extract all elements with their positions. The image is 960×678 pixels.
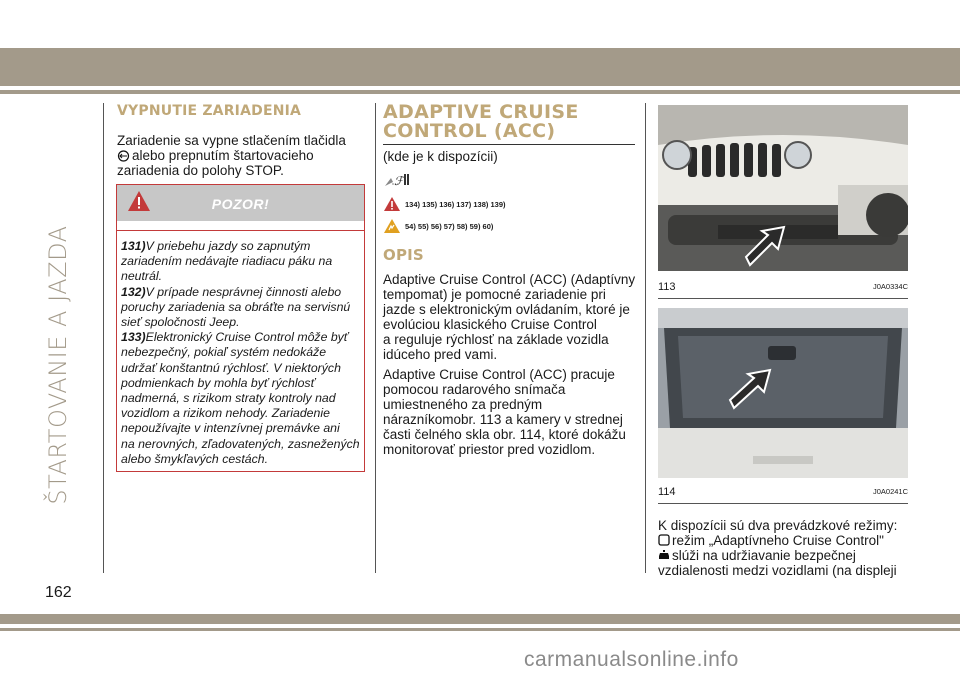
acc-heading-line1: ADAPTIVE CRUISE [383, 101, 579, 123]
warning-line-text: vozidlom a rizikom nehody. Zariadenie [121, 406, 330, 421]
para-line [658, 548, 918, 563]
warning-line [121, 452, 360, 467]
warning-line-text: nepoužívajte v intenzívnej premávke ani [121, 421, 340, 436]
option-icon [383, 170, 637, 190]
warning-triangle-icon [383, 196, 401, 212]
para-line-text: režim „Adaptívneho Cruise Control" [672, 533, 884, 548]
warning-note-number: 131) [121, 239, 146, 253]
figure-separator [658, 503, 908, 504]
warning-line-text: nadmerná, s rizikom straty kontroly nad [121, 391, 336, 406]
warning-line [121, 437, 360, 452]
figure-113-image [658, 105, 908, 271]
para-line: Adaptive Cruise Control (ACC) (Adaptívny [383, 272, 636, 287]
page-number: 162 [45, 584, 72, 601]
availability-note: (kde je k dispozícii) [383, 149, 498, 164]
para-line: vzdialenosti medzi vozidlami (na displeji [658, 563, 897, 578]
para-line: Adaptive Cruise Control (ACC) pracuje [383, 367, 615, 382]
para-line: umiestneného za predným [383, 397, 543, 412]
top-margin [0, 0, 960, 48]
figure-number: 114 [658, 486, 676, 498]
figure-number: 113 [658, 281, 676, 293]
warning-line [121, 285, 360, 300]
warning-separator [117, 221, 364, 231]
para-line: monitorovať priestor pred vozidlom. [383, 442, 596, 457]
warning-line-text: sieť spoločnosti Jeep. [121, 315, 240, 330]
warning-title: POZOR! [211, 196, 270, 212]
warning-note-number: 132) [121, 284, 146, 299]
warning-line [121, 330, 360, 345]
svg-text:ℱ: ℱ [394, 174, 404, 188]
column-divider-middle [375, 103, 376, 573]
para-line-text: alebo prepnutím štartovacieho [132, 148, 314, 163]
right-column-text [658, 518, 918, 578]
warning-line-text: neutrál. [121, 269, 163, 284]
warning-line [121, 361, 360, 376]
figure-separator [658, 298, 908, 299]
warning-line-text: podmienkach by mohla byť rýchlosť [121, 375, 315, 390]
warning-text [117, 231, 364, 467]
warning-line-text: udržať konštantnú rýchlosť. V niektorých [121, 360, 341, 375]
para-line [658, 533, 918, 548]
warning-line-text: V priebehu jazdy so zapnutým [145, 239, 311, 253]
para-line: evolúciou klasického Cruise Control [383, 317, 597, 332]
left-column [117, 103, 365, 178]
warning-line [121, 391, 360, 406]
para-line [117, 148, 365, 163]
vehicle-distance-icon [658, 549, 670, 561]
warning-line [121, 406, 360, 421]
acc-mode-icon [658, 534, 670, 546]
para-line: a reguluje rýchlosť na základe vozidla [383, 332, 609, 347]
warning-line [121, 300, 360, 315]
para-line: tempomat) je pomocné zariadenie pri [383, 287, 606, 302]
warning-line-text: poruchy zariadenia sa obráťte na servisnú [121, 299, 351, 314]
warning-line-text: zariadením nedávajte riadiacu páku na [121, 254, 333, 269]
para-line: zariadenia do polohy STOP. [117, 163, 284, 178]
para-line: nárazníkomobr. 113 a kamery v strednej [383, 412, 623, 427]
warning-box [116, 184, 365, 472]
footer-rule [0, 628, 960, 631]
acc-heading-line2: CONTROL (ACC) [383, 120, 556, 142]
warning-line-text: Elektronický Cruise Control môže byť [145, 330, 349, 345]
column-divider-right [645, 103, 646, 573]
warning-note-number: 133) [121, 330, 146, 345]
column-divider-left [103, 103, 104, 573]
para-line: idúceho pred vami. [383, 347, 498, 362]
watermark-text: carmanualsonline.info [524, 648, 739, 671]
opis-paragraph-1 [383, 272, 637, 362]
middle-column [383, 103, 637, 457]
para-line: jazde s elektronickým ovládaním, ktoré je [383, 302, 630, 317]
figure-114-caption [658, 486, 908, 498]
warning-line [121, 345, 360, 360]
caution-refs: 54) 55) 56) 57) 58) 59) 60) [405, 221, 494, 231]
caution-refs-row [383, 218, 637, 234]
warning-line-text: V prípade nesprávnej činnosti alebo [145, 284, 342, 299]
warning-line [121, 315, 360, 330]
header-band [0, 48, 960, 86]
para-line: Zariadenie sa vypne stlačením tlačidla [117, 133, 346, 148]
para-line: časti čelného skla obr. 114, ktoré dokážu [383, 427, 626, 442]
warning-line [121, 269, 360, 284]
header-rule [0, 90, 960, 94]
section-heading: VYPNUTIE ZARIADENIA [117, 103, 302, 119]
opis-heading: OPIS [383, 246, 424, 264]
engine-start-key-icon [117, 150, 130, 162]
footer-band [0, 614, 960, 624]
opis-paragraph-2 [383, 367, 637, 457]
warning-line-text: alebo šmykľavých cestách. [121, 451, 268, 466]
figure-code: J0A0334C [872, 282, 908, 291]
heading-rule [383, 144, 635, 145]
warning-header [117, 185, 364, 221]
para-line-text: slúži na udržiavanie bezpečnej [672, 548, 856, 563]
warning-line [121, 421, 360, 436]
warning-line-text: na nerovných, zľadovatených, zasnežených [121, 436, 360, 451]
figure-code: J0A0241C [872, 487, 908, 496]
warning-line-text: nebezpečný, pokiaľ systém nedokáže [121, 345, 327, 360]
figure-113-caption [658, 281, 908, 293]
warning-refs: 134) 135) 136) 137) 138) 139) [405, 199, 506, 209]
warning-line [121, 239, 360, 254]
warning-refs-row [383, 196, 637, 212]
warning-line [121, 254, 360, 269]
warning-line [121, 376, 360, 391]
para-line: K dispozícii sú dva prevádzkové režimy: [658, 518, 898, 533]
para-line: pomocou radarového snímača [383, 382, 566, 397]
section-sidebar-label: ŠTARTOVANIE A JAZDA [44, 225, 72, 505]
figure-114-image [658, 308, 908, 478]
caution-hand-icon [383, 218, 401, 234]
